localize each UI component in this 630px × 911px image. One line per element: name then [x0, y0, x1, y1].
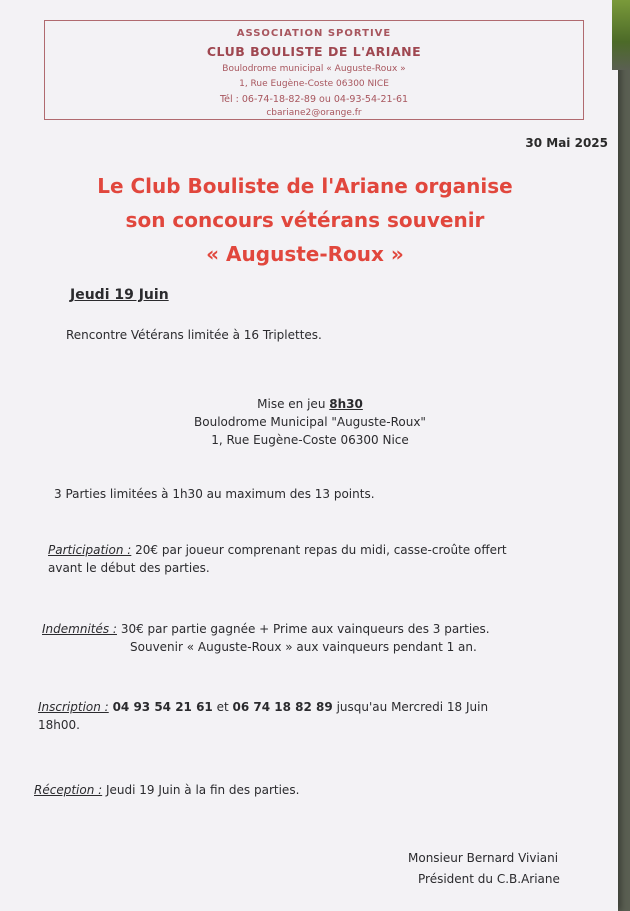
title-line-3: « Auguste-Roux »	[206, 242, 404, 266]
inscription-phone-2: 06 74 18 82 89	[232, 700, 333, 714]
rencontre-text: Rencontre Vétérans limitée à 16 Triplettes.	[66, 328, 322, 342]
mise-place: Boulodrome Municipal "Auguste-Roux"	[194, 415, 426, 429]
letterhead-phone: Tél : 06-74-18-82-89 ou 04-93-54-21-61	[219, 94, 409, 105]
inscription-until: jusqu'au Mercredi 18 Juin	[336, 700, 489, 714]
reception-label: Réception :	[34, 783, 103, 797]
reception-line	[34, 783, 299, 797]
document-date: 30 Mai 2025	[525, 136, 608, 150]
mise-en-jeu	[120, 397, 500, 411]
mise-label: Mise en jeu	[257, 397, 326, 411]
event-date: Jeudi 19 Juin	[70, 287, 169, 303]
indemnites-text-2: Souvenir « Auguste-Roux » aux vainqueurs pendant 1 an.	[130, 640, 477, 654]
signature-role: Président du C.B.Ariane	[418, 872, 560, 886]
background-plant	[612, 0, 630, 70]
letterhead-venue: Boulodrome municipal « Auguste-Roux »	[222, 64, 406, 74]
participation-line-1	[48, 543, 507, 557]
letterhead-address: 1, Rue Eugène-Coste 06300 NICE	[239, 79, 389, 89]
letterhead-club-name: CLUB BOULISTE DE L'ARIANE	[206, 44, 422, 59]
indemnites-label: Indemnités :	[42, 622, 117, 636]
letterhead-association: ASSOCIATION SPORTIVE	[236, 28, 392, 39]
parties-text: 3 Parties limitées à 1h30 au maximum des 13 points.	[54, 487, 375, 501]
inscription-and: et	[216, 700, 229, 714]
inscription-line-1	[38, 700, 488, 714]
reception-text: Jeudi 19 Juin à la fin des parties.	[106, 783, 300, 797]
inscription-label: Inscription :	[38, 700, 109, 714]
participation-text-2: avant le début des parties.	[48, 561, 210, 575]
indemnites-text-1: 30€ par partie gagnée + Prime aux vainqueurs des 3 parties.	[120, 622, 490, 636]
letterhead-email: cbariane2@orange.fr	[266, 108, 362, 118]
title-line-1: Le Club Bouliste de l'Ariane organise	[97, 174, 513, 198]
title-line-2: son concours vétérans souvenir	[125, 208, 485, 232]
inscription-time: 18h00.	[38, 718, 80, 732]
inscription-phone-1: 04 93 54 21 61	[112, 700, 213, 714]
participation-text-1: 20€ par joueur comprenant repas du midi, casse-croûte offert	[135, 543, 507, 557]
mise-time: 8h30	[329, 397, 363, 411]
participation-label: Participation :	[48, 543, 132, 557]
signature-name: Monsieur Bernard Viviani	[408, 851, 559, 865]
indemnites-line-1	[42, 622, 490, 636]
mise-address: 1, Rue Eugène-Coste 06300 Nice	[211, 433, 409, 447]
